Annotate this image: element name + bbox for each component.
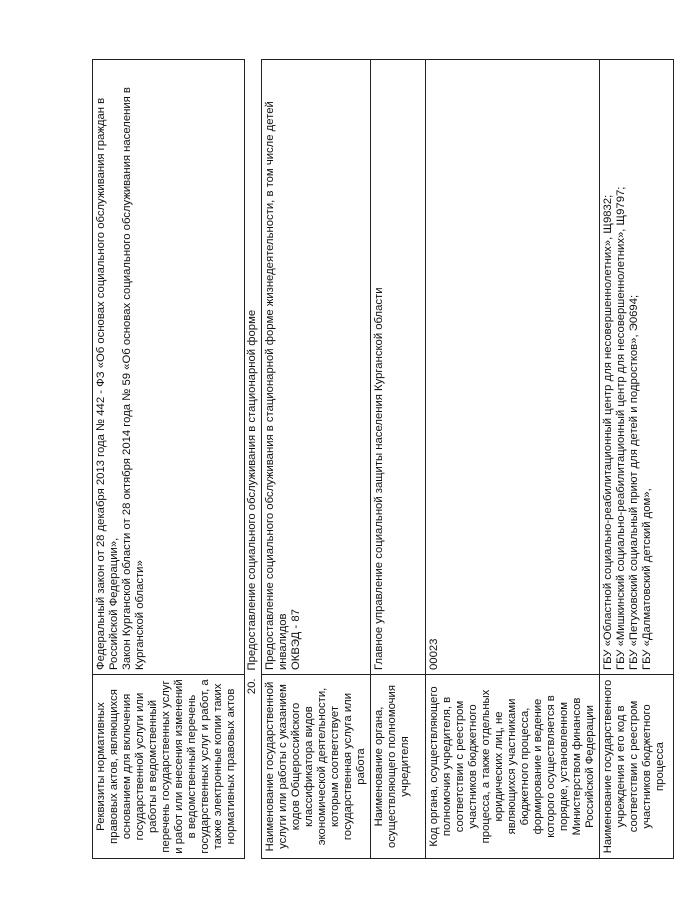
row-value: [262, 60, 371, 675]
table-row: [426, 60, 600, 859]
section-title: Предоставление социального обслуживания в стационарной форме: [245, 60, 262, 675]
row-label: Наименование государственной услуги или работы с указанием кодов Общероссийского классификатора видов экономической деятельности, которым соответствует государственная услуга или работа: [262, 675, 371, 859]
row-value: [93, 60, 245, 675]
section-row: [245, 60, 262, 859]
row-value: [600, 60, 674, 675]
value-line: Федеральный закон от 28 декабря 2013 года № 442 - ФЗ «Об основах социального обслуживания граждан в Российской Федерации», Закон Курганской области от 28 октября 2014 года № 59 «Об основах социального обслуживания населения в Курганской области»: [95, 87, 146, 670]
section-number: 20.: [245, 675, 262, 859]
row-label: Код органа, осуществляющего полномочия учредителя, в соответствии с реестром участников бюджетного процесса, а также отдельных юридических лиц, не являющихся участниками бюджетного процесса, формирование и ведение которого осуществляется в порядке, установленном Министерством финансов Российской Федерации: [426, 675, 600, 859]
row-label: Реквизиты нормативных правовых актов, являющихся основанием для включения государственной услуги или работы в ведомственный перечень государственных услуг и работ или внесения изменений в ведомственный перечень государственных услуг и работ, а также электронные копии таких нормативных правовых актов: [93, 675, 245, 859]
table-row: [371, 60, 426, 859]
row-value: Главное управление социальной защиты населения Курганской области: [371, 60, 426, 675]
table-row: [262, 60, 371, 859]
table-row: [93, 60, 245, 859]
row-value: 00023: [426, 60, 600, 675]
table-row: [600, 60, 674, 859]
value-line: Предоставление социального обслуживания в стационарной форме жизнедеятельности, в том числе детей инвалидов ОКВЭД - 87: [264, 101, 302, 670]
value-line: ГБУ «Областной социально-реабилитационный центр для несовершеннолетних», Щ9832; ГБУ «Мишкинский социально-реабилитационный центр для несовершеннолетних», Щ9797; ГБУ «Петуховский социальный приют для детей и подростков», Э0694; ГБУ «Далматовский детский дом»,: [602, 186, 653, 670]
row-label: Наименование государственного учреждения и его код в соответствии с реестром участников бюджетного процесса: [600, 675, 674, 859]
row-label: Наименование органа, осуществляющего полномочия учредителя: [371, 675, 426, 859]
services-table: [92, 59, 674, 859]
